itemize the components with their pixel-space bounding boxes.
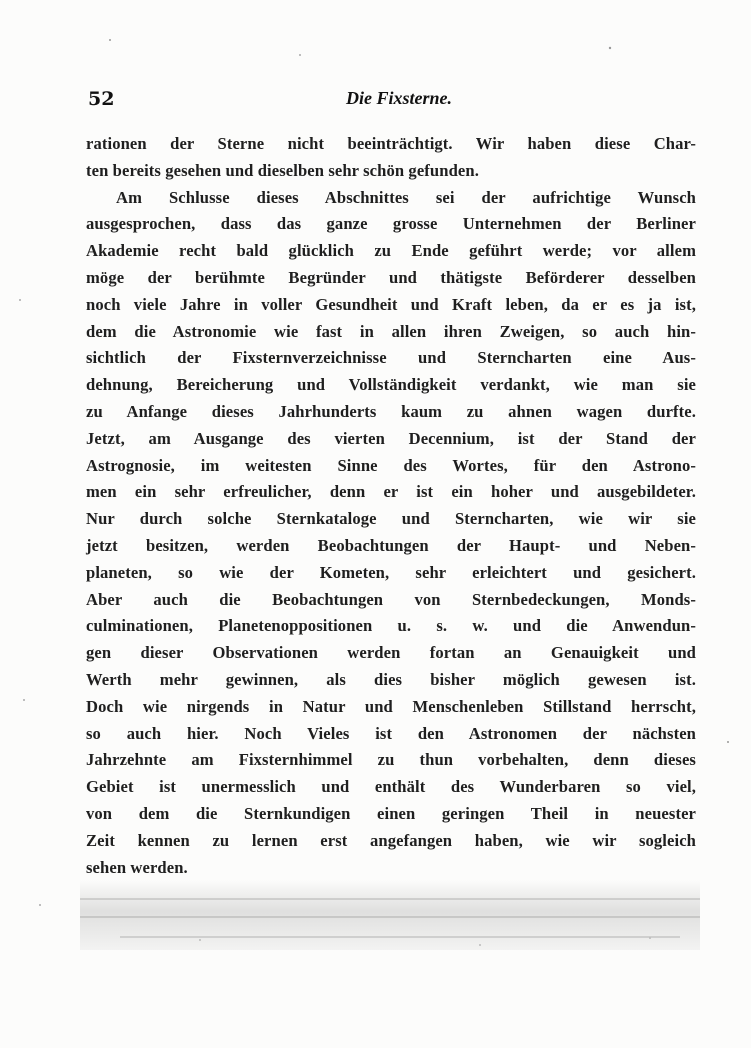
speck [479,944,481,946]
text-line: Nur durch solche Sternkataloge und Sterncharten, wie wir sie [86,509,696,529]
text-line: zu Anfange dieses Jahrhunderts kaum zu ahnen wagen durfte. [86,401,696,421]
text-line: so auch hier. Noch Vieles ist den Astronomen der nächsten [86,723,696,743]
text-line: möge der berühmte Begründer und thätigste Beförderer desselben [86,267,696,287]
text-line: culminationen, Planetenoppositionen u. s. w. und die Anwendun- [86,616,696,636]
speck [109,39,111,41]
text-line: Astrognosie, im weitesten Sinne des Wortes, für den Astrono- [86,455,696,475]
text-line: rationen der Sterne nicht beeinträchtigt. Wir haben diese Char- [86,134,696,153]
speck [649,937,651,939]
text-line: sehen werden. [86,857,188,877]
running-title: Die Fixsterne. [346,88,452,108]
text-line: Jetzt, am Ausgange des vierten Decennium, ist der Stand der [86,428,696,448]
text-line: sichtlich der Fixsternverzeichnisse und Sterncharten eine Aus- [86,348,696,368]
text-line: von dem die Sternkundigen einen geringen Theil in neuester [86,803,696,823]
speck [727,741,729,743]
text-line: Doch wie nirgends in Natur und Menschenleben Stillstand herrscht, [86,696,696,716]
speck [23,699,25,701]
speck [609,47,611,49]
text-line: Jahrzehnte am Fixsternhimmel zu thun vorbehalten, denn dieses [86,750,696,770]
text-line: Akademie recht bald glücklich zu Ende geführt werde; vor allem [86,241,696,261]
text-line: Zeit kennen zu lernen erst angefangen haben, wie wir sogleich [86,830,696,850]
text-line: noch viele Jahre in voller Gesundheit und Kraft leben, da er es ja ist, [86,294,696,314]
text-line: Gebiet ist unermesslich und enthält des Wunderbaren so viel, [86,777,696,797]
text-line: ten bereits gesehen und dieselben sehr schön gefunden. [86,160,479,180]
text-line: planeten, so wie der Kometen, sehr erleichtert und gesichert. [86,562,696,582]
speck [299,54,301,56]
text-line: Werth mehr gewinnen, als dies bisher möglich gewesen ist. [86,669,696,689]
text-line: gen dieser Observationen werden fortan an Genauigkeit und [86,643,696,663]
text-line: Am Schlusse dieses Abschnittes sei der aufrichtige Wunsch [116,187,696,207]
speck [199,939,201,941]
text-line: dehnung, Bereicherung und Vollständigkeit verdankt, wie man sie [86,375,696,395]
text-line: ausgesprochen, dass das ganze grosse Unternehmen der Berliner [86,214,696,234]
text-line: Aber auch die Beobachtungen von Sternbedeckungen, Monds- [86,589,696,609]
text-line: dem die Astronomie wie fast in allen ihren Zweigen, so auch hin- [86,321,696,341]
text-line: men ein sehr erfreulicher, denn er ist ein hoher und ausgebildeter. [86,482,696,502]
speck [19,299,21,301]
speck [39,904,41,906]
text-line: jetzt besitzen, werden Beobachtungen der Haupt- und Neben- [86,535,696,555]
page-number: 52 [88,88,115,110]
